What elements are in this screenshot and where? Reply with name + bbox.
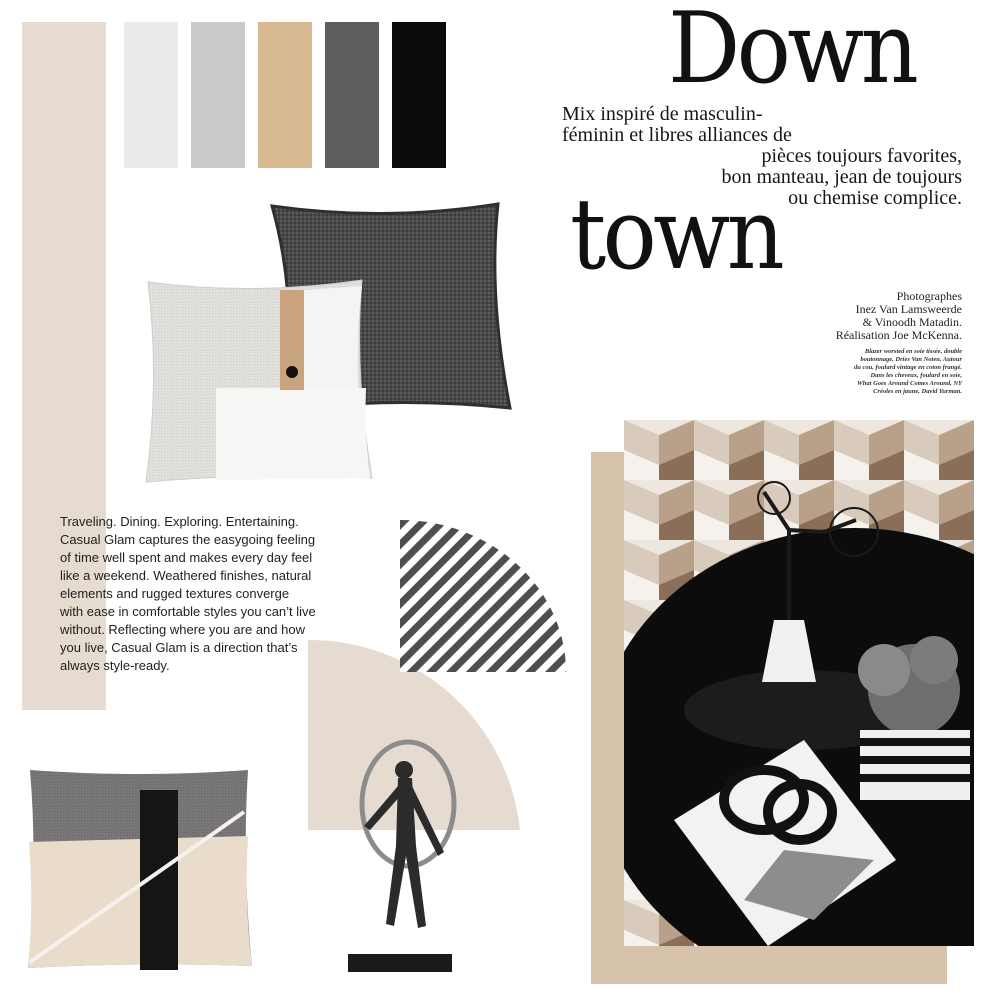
magazine-line: bon manteau, jean de toujours bbox=[721, 166, 962, 188]
fine-print-credits bbox=[742, 348, 962, 396]
fine-print-line: Créoles en jaune, David Yurman. bbox=[873, 388, 962, 395]
credit-line: & Vinoodh Matadin. bbox=[862, 315, 962, 329]
photo-credits bbox=[760, 290, 962, 346]
bottom-pillow-image bbox=[24, 766, 256, 974]
interior-photo bbox=[624, 420, 974, 946]
striped-quarter-circle bbox=[400, 520, 566, 672]
fine-print-line: Blazer worsted en soie tissée, double bbox=[864, 348, 962, 355]
paragraph-line: without. Reflecting where you are and how bbox=[60, 622, 305, 637]
paragraph-line: elements and rugged textures converge bbox=[60, 586, 290, 601]
paragraph-line: like a weekend. Weathered finishes, natural bbox=[60, 568, 312, 583]
credit-line: Photographes bbox=[896, 289, 962, 303]
fine-print-line: du cou, foulard vintage en coton frangé. bbox=[854, 364, 962, 371]
swatch-white bbox=[124, 22, 178, 168]
fine-print-line: Dans les cheveux, foulard en soie, bbox=[870, 372, 962, 379]
fine-print-line: What Goes Around Comes Around, NY bbox=[857, 380, 962, 387]
paragraph-line: Traveling. Dining. Exploring. Entertaining. bbox=[60, 514, 299, 529]
paragraph-line: Casual Glam captures the easygoing feeling bbox=[60, 532, 316, 547]
body-paragraph bbox=[60, 513, 372, 693]
fine-print-line: boutonnage, Dries Van Noten. Autour bbox=[860, 356, 962, 363]
magazine-title-down: Down bbox=[668, 0, 916, 106]
paragraph-line: you live, Casual Glam is a direction that’s bbox=[60, 640, 298, 655]
paragraph-line: always style-ready. bbox=[60, 658, 170, 673]
magazine-line: ou chemise complice. bbox=[788, 187, 962, 209]
magazine-line: Mix inspiré de masculin- bbox=[562, 103, 763, 125]
swatch-sand bbox=[258, 22, 312, 168]
swatch-dark-gray bbox=[325, 22, 379, 168]
magazine-line: pièces toujours favorites, bbox=[761, 145, 962, 167]
swatch-black bbox=[392, 22, 446, 168]
paragraph-line: of time well spent and makes every day feel bbox=[60, 550, 313, 565]
swatch-light-gray bbox=[191, 22, 245, 168]
credit-line: Réalisation Joe McKenna. bbox=[835, 328, 962, 342]
magazine-title-town: town bbox=[570, 178, 782, 292]
magazine-line: féminin et libres alliances de bbox=[562, 124, 792, 146]
figure-sculpture-image bbox=[340, 726, 460, 976]
credit-line: Inez Van Lamsweerde bbox=[855, 302, 962, 316]
pillow-pair-image bbox=[140, 196, 520, 488]
paragraph-line: with ease in comfortable styles you can’t live bbox=[60, 604, 316, 619]
